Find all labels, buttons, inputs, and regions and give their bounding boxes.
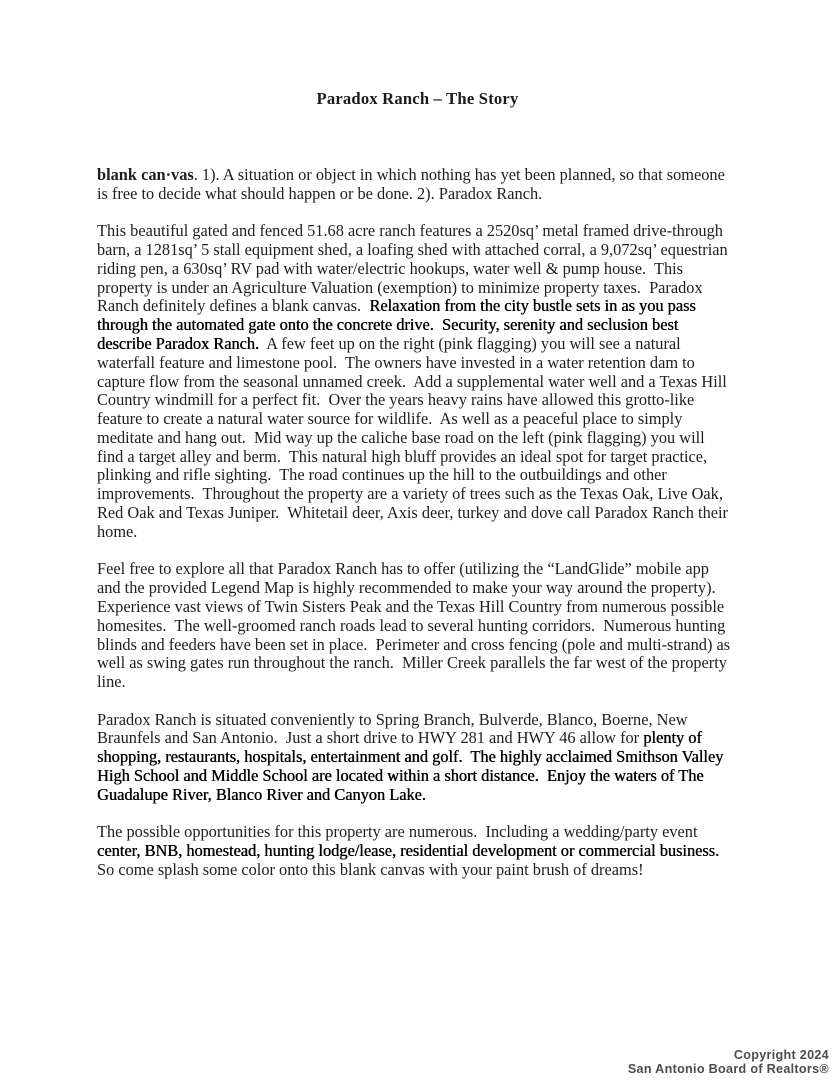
text-run: plenty of bbox=[643, 728, 702, 748]
text-run: barn, a 1281sq’ 5 stall equipment shed, a loafing shed with attached corral, a 9,072sq’ equestrian bbox=[97, 240, 728, 260]
text-run: Experience vast views of Twin Sisters Peak and the Texas Hill Country from numerous possible bbox=[97, 596, 725, 616]
copyright-watermark bbox=[628, 1048, 829, 1077]
text-line bbox=[97, 260, 797, 279]
text-run: plinking and rifle sighting. The road continues up the hill to the outbuildings and other bbox=[97, 465, 667, 485]
text-line bbox=[97, 617, 797, 636]
text-run: line. bbox=[97, 672, 126, 692]
text-run: feature to create a natural water source for wildlife. As well as a peaceful place to simply bbox=[97, 409, 683, 429]
text-run: Ranch definitely defines a blank canvas. bbox=[97, 296, 370, 316]
text-run: Paradox Ranch is situated conveniently to Spring Branch, Bulverde, Blanco, Boerne, New bbox=[97, 709, 688, 729]
text-run: is free to decide what should happen or be done. 2). Paradox Ranch. bbox=[97, 183, 543, 203]
text-run: homesites. The well-groomed ranch roads lead to several hunting corridors. Numerous hunting bbox=[97, 615, 726, 635]
text-run: The possible opportunities for this property are numerous. Including a wedding/party event bbox=[97, 822, 698, 842]
document-body bbox=[97, 166, 797, 898]
text-run: describe Paradox Ranch. bbox=[97, 334, 260, 354]
text-line bbox=[97, 485, 797, 504]
paragraph-location bbox=[97, 711, 797, 805]
page-title: Paradox Ranch – The Story bbox=[316, 89, 519, 108]
text-line bbox=[97, 504, 797, 523]
copyright-year-line: Copyright 2024 bbox=[733, 1047, 829, 1062]
text-run: Braunfels and San Antonio. Just a short drive to HWY 281 and HWY 46 allow for bbox=[97, 728, 644, 748]
text-line bbox=[97, 786, 797, 805]
text-line bbox=[97, 579, 797, 598]
text-run: home. bbox=[97, 521, 138, 541]
paragraph-explore bbox=[97, 560, 797, 691]
text-line bbox=[97, 354, 797, 373]
text-line bbox=[97, 711, 797, 730]
text-line bbox=[97, 842, 797, 861]
text-run: Feel free to explore all that Paradox Ranch has to offer (utilizing the “LandGlide” mobile app bbox=[97, 559, 709, 579]
text-line bbox=[97, 222, 797, 241]
text-line bbox=[97, 523, 797, 542]
text-run: So come splash some color onto this blank canvas with your paint brush of dreams! bbox=[97, 859, 644, 879]
text-run: find a target alley and berm. This natural high bluff provides an ideal spot for target practice, bbox=[97, 446, 708, 466]
text-run: Country windmill for a perfect fit. Over the years heavy rains have allowed this grotto-like bbox=[97, 390, 695, 410]
text-line bbox=[97, 279, 797, 298]
copyright-org-line: San Antonio Board of Realtors® bbox=[627, 1062, 829, 1077]
text-line bbox=[97, 410, 797, 429]
text-run: Relaxation from the city bustle sets in as you pass bbox=[369, 296, 696, 316]
text-run: shopping, restaurants, hospitals, entertainment and golf. The highly acclaimed Smithson Valley bbox=[97, 747, 724, 767]
text-run: High School and Middle School are located within a short distance. Enjoy the waters of The bbox=[97, 765, 704, 785]
text-line bbox=[97, 673, 797, 692]
text-line bbox=[97, 748, 797, 767]
text-run: riding pen, a 630sq’ RV pad with water/electric hookups, water well & pump house. This bbox=[97, 258, 684, 278]
text-line bbox=[97, 297, 797, 316]
text-line bbox=[97, 560, 797, 579]
text-line bbox=[97, 861, 797, 880]
text-line bbox=[97, 391, 797, 410]
text-run: improvements. Throughout the property are a variety of trees such as the Texas Oak, Live Oak, bbox=[97, 484, 723, 504]
text-run: Guadalupe River, Blanco River and Canyon Lake. bbox=[97, 784, 426, 804]
text-line bbox=[97, 823, 797, 842]
text-run: meditate and hang out. Mid way up the caliche base road on the left (pink flagging) you will bbox=[97, 427, 705, 447]
text-run: This beautiful gated and fenced 51.68 acre ranch features a 2520sq’ metal framed drive-through bbox=[97, 221, 723, 241]
text-line bbox=[97, 335, 797, 354]
text-line bbox=[97, 448, 797, 467]
text-run: . 1). A situation or object in which nothing has yet been planned, so that someone bbox=[193, 165, 725, 184]
paragraph-property-description bbox=[97, 222, 797, 541]
text-run: blank can·vas bbox=[97, 165, 194, 184]
text-line bbox=[97, 767, 797, 786]
paragraph-opportunities bbox=[97, 823, 797, 879]
text-line bbox=[97, 185, 797, 204]
text-run: A few feet up on the right (pink flagging) you will see a natural bbox=[259, 334, 681, 354]
text-run: center, BNB, homestead, hunting lodge/lease, residential development or commercial business. bbox=[97, 841, 720, 861]
text-run: property is under an Agriculture Valuation (exemption) to minimize property taxes. Paradox bbox=[97, 277, 703, 297]
text-run: and the provided Legend Map is highly recommended to make your way around the property). bbox=[97, 578, 716, 598]
text-run: waterfall feature and limestone pool. The owners have invested in a water retention dam to bbox=[97, 352, 695, 372]
text-line bbox=[97, 241, 797, 260]
text-line bbox=[97, 373, 797, 392]
text-line bbox=[97, 166, 797, 185]
paragraph-definition bbox=[97, 166, 797, 204]
text-line bbox=[97, 316, 797, 335]
text-line bbox=[97, 466, 797, 485]
text-run: through the automated gate onto the concrete drive. Security, serenity and seclusion best bbox=[97, 315, 679, 335]
text-line bbox=[97, 654, 797, 673]
text-run: well as swing gates run throughout the ranch. Miller Creek parallels the far west of the property bbox=[97, 653, 727, 673]
text-line bbox=[97, 598, 797, 617]
text-run: blinds and feeders have been set in place. Perimeter and cross fencing (pole and multi-strand) as bbox=[97, 634, 731, 654]
text-line bbox=[97, 429, 797, 448]
text-run: Red Oak and Texas Juniper. Whitetail deer, Axis deer, turkey and dove call Paradox Ranch their bbox=[97, 503, 728, 523]
text-run: capture flow from the seasonal unnamed creek. Add a supplemental water well and a Texas Hill bbox=[97, 371, 727, 391]
text-line bbox=[97, 636, 797, 655]
text-line bbox=[97, 729, 797, 748]
